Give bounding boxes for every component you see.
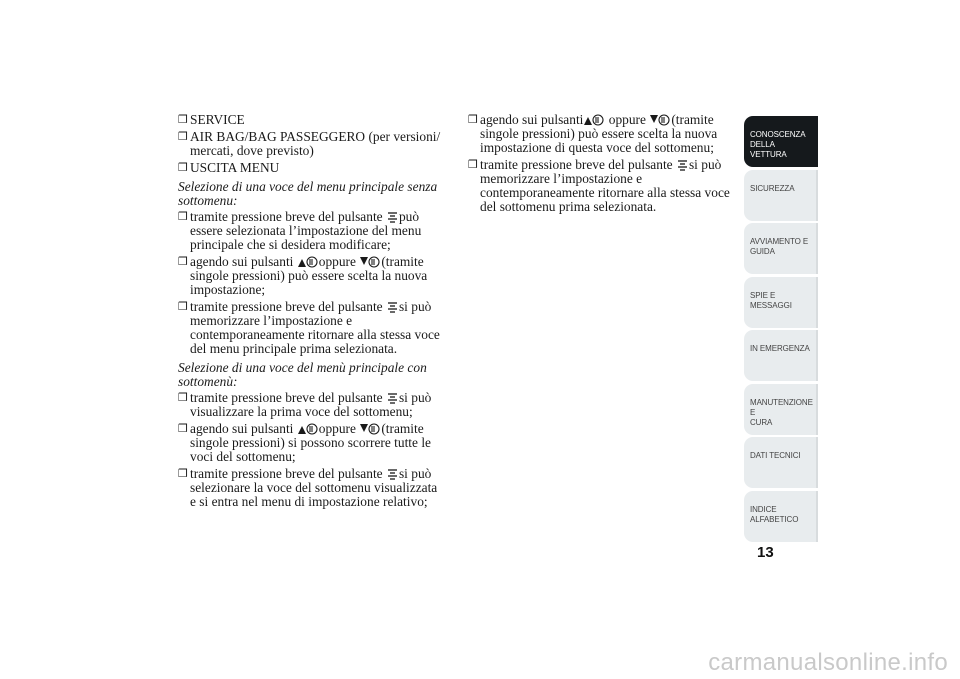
bullet-icon: ❒ — [178, 300, 188, 313]
tab-avviamento-e-guida[interactable] — [744, 223, 818, 274]
down-button-icon — [650, 113, 670, 126]
item-text: agendo sui pulsanti — [190, 254, 294, 269]
item-text: del menu principale prima selezionata. — [190, 341, 398, 356]
heading-text: Selezione di una voce del menu principale senza — [178, 179, 438, 194]
watermark: carmanualsonline.info — [708, 649, 948, 676]
item-text: impostazione; — [190, 282, 266, 297]
heading-text: sottomenu: — [178, 193, 238, 208]
tab-label: AVVIAMENTO E — [750, 237, 809, 246]
tab-label: SPIE E MESSAGGI — [750, 290, 792, 310]
section-heading — [178, 180, 446, 208]
item-text: tramite pressione breve del pulsante — [480, 157, 673, 172]
list-item — [178, 130, 446, 158]
bullet-icon: ❒ — [178, 467, 188, 480]
item-text: memorizzare l’impostazione e — [190, 313, 353, 328]
item-text: voci del sottomenu; — [190, 449, 296, 464]
item-text: tramite pressione breve del pulsante — [190, 299, 383, 314]
item-text: AIR BAG/BAG PASSEGGERO (per versioni/ — [190, 129, 441, 144]
list-item — [178, 255, 446, 297]
item-text: memorizzare l’impostazione e — [480, 171, 643, 186]
bullet-icon: ❒ — [178, 113, 188, 126]
item-text: agendo sui pulsanti — [480, 112, 584, 127]
tab-label: GUIDA — [750, 247, 775, 256]
chapter-tabs — [744, 116, 818, 544]
item-text: si può — [398, 390, 432, 405]
tab-dati-tecnici[interactable] — [744, 437, 818, 488]
menu-button-icon — [677, 159, 688, 171]
item-text: (tramite — [671, 112, 714, 127]
bullet-icon: ❒ — [178, 391, 188, 404]
item-text: SERVICE — [190, 112, 245, 127]
tab-label: INDICE — [750, 504, 777, 514]
tab-indice-alfabetico[interactable] — [744, 491, 818, 542]
item-text: contemporaneamente ritornare alla stessa voce — [480, 185, 730, 200]
up-button-icon — [584, 113, 604, 126]
page-number: 13 — [757, 544, 774, 561]
item-text: oppure — [608, 112, 646, 127]
menu-button-icon — [387, 468, 398, 480]
item-text: singole pressioni) può essere scelta la nuova — [480, 126, 718, 141]
heading-text: sottomenù: — [178, 374, 238, 389]
bullet-icon: ❒ — [178, 210, 188, 223]
section-heading — [178, 361, 446, 389]
item-text: tramite pressione breve del pulsante — [190, 466, 383, 481]
list-item — [178, 422, 446, 464]
up-button-icon — [298, 255, 318, 268]
item-text: contemporaneamente ritornare alla stessa voce — [190, 327, 440, 342]
tab-label: CONOSCENZA — [750, 130, 806, 139]
item-text: e si entra nel menu di impostazione relativo; — [190, 494, 428, 509]
list-item — [178, 391, 446, 419]
item-text: si può — [398, 299, 432, 314]
item-text: singole pressioni) può essere scelta la nuova — [190, 268, 428, 283]
list-item — [178, 113, 446, 127]
bullet-icon: ❒ — [178, 422, 188, 435]
item-text: impostazione di questa voce del sottomenu; — [480, 140, 714, 155]
tab-spie-e-messaggi[interactable] — [744, 277, 818, 328]
item-text: si può — [398, 466, 432, 481]
item-text: oppure — [318, 421, 356, 436]
tab-label: SICUREZZA — [750, 183, 795, 193]
item-text: essere selezionata l’impostazione del menu — [190, 223, 422, 238]
list-item — [178, 300, 446, 356]
list-item — [178, 210, 446, 252]
tab-label: CURA — [750, 417, 773, 427]
list-item — [178, 161, 446, 175]
tab-label: MANUTENZIONE E — [750, 397, 813, 417]
item-text: agendo sui pulsanti — [190, 421, 294, 436]
item-text: del sottomenu prima selezionata. — [480, 199, 657, 214]
left-column — [178, 113, 446, 512]
bullet-icon: ❒ — [468, 113, 478, 126]
item-text: mercati, dove previsto) — [190, 143, 314, 158]
item-text: selezionare la voce del sottomenu visualizzata — [190, 480, 438, 495]
tab-label: DELLA VETTURA — [750, 140, 787, 159]
tab-sicurezza[interactable] — [744, 170, 818, 221]
menu-button-icon — [387, 392, 398, 404]
item-text: si può — [688, 157, 722, 172]
item-text: USCITA MENU — [190, 160, 280, 175]
down-button-icon — [360, 422, 380, 435]
bullet-icon: ❒ — [178, 161, 188, 174]
item-text: può — [398, 209, 420, 224]
bullet-icon: ❒ — [178, 130, 188, 143]
tab-label: DATI TECNICI — [750, 451, 801, 460]
tab-manutenzione-e-cura[interactable] — [744, 384, 818, 435]
item-text: singole pressioni) si possono scorrere tutte le — [190, 435, 431, 450]
up-button-icon — [298, 422, 318, 435]
list-item — [468, 113, 730, 155]
item-text: (tramite — [381, 254, 424, 269]
list-item — [468, 158, 730, 214]
menu-button-icon — [387, 301, 398, 313]
item-text: tramite pressione breve del pulsante — [190, 209, 383, 224]
tab-label: IN EMERGENZA — [750, 344, 810, 353]
heading-text: Selezione di una voce del menù principale con — [178, 360, 427, 375]
item-text: principale che si desidera modificare; — [190, 237, 391, 252]
tab-in-emergenza[interactable] — [744, 330, 818, 381]
tab-label: ALFABETICO — [750, 514, 799, 524]
down-button-icon — [360, 255, 380, 268]
item-text: (tramite — [381, 421, 424, 436]
item-text: visualizzare la prima voce del sottomenu; — [190, 404, 413, 419]
item-text: oppure — [318, 254, 356, 269]
bullet-icon: ❒ — [468, 158, 478, 171]
item-text: tramite pressione breve del pulsante — [190, 390, 383, 405]
bullet-icon: ❒ — [178, 255, 188, 268]
menu-button-icon — [387, 211, 398, 223]
tab-conoscenza-della-vettura[interactable] — [744, 116, 818, 167]
right-column — [468, 113, 730, 217]
list-item — [178, 467, 446, 509]
